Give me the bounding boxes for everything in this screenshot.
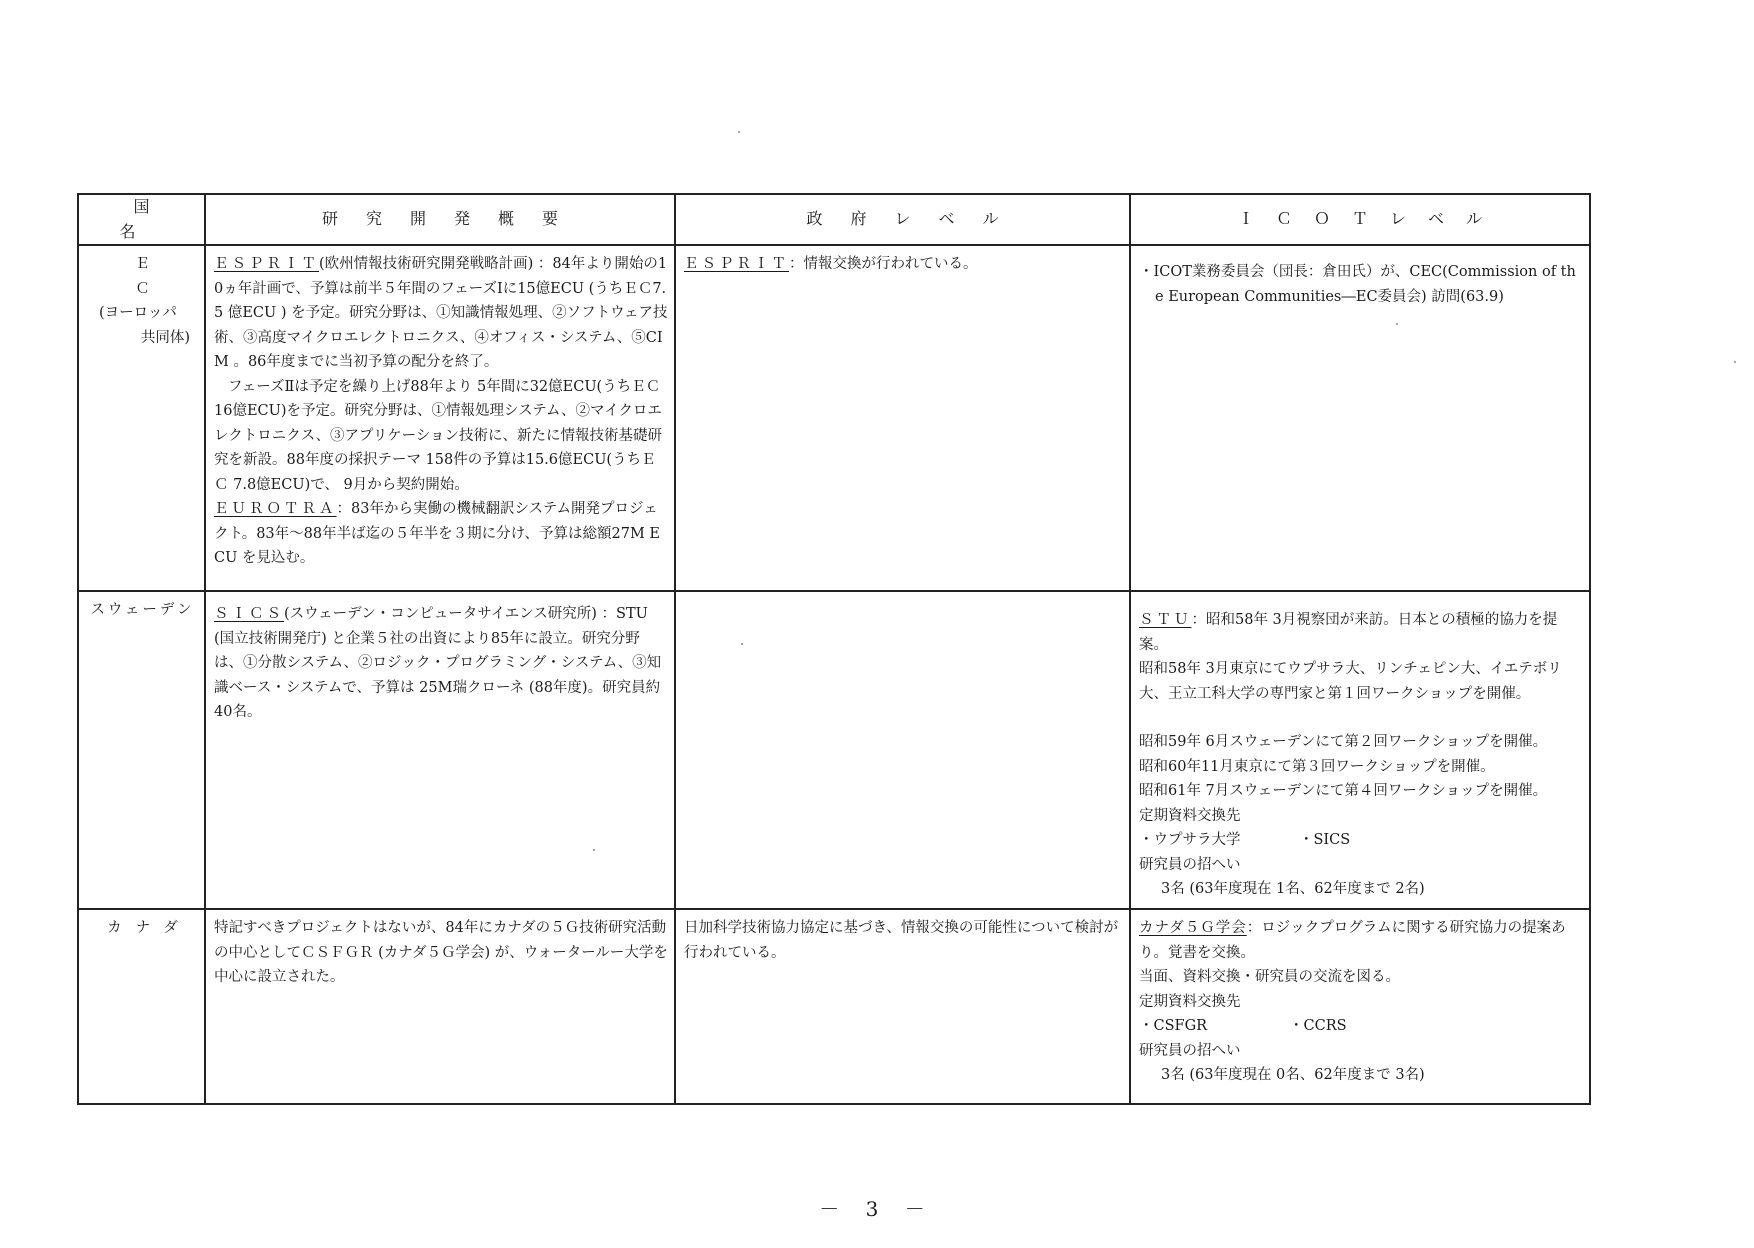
comparison-table (77, 193, 1591, 1105)
icot-sweden-line3: 昭和59年 6月スウェーデンにて第２回ワークショップを開催。 (1139, 734, 1548, 750)
research-canada (205, 909, 675, 1104)
esprit-text: (欧州情報技術研究開発戦略計画) ：84年より開始の10ヵ年計画で、予算は前半５年間のフェーズⅠに15億ECU (うちＥＣ7.5 億ECU ) を予定。研究分野は、①知識情報処理、②ソフトウェア技術、③高度マイクロエレクトロニクス、④オフィス・システム、⑤CIM 。86年度までに当初予算の配分を終了。 (214, 256, 668, 370)
invite-title-canada: 研究員の招へい (1139, 1042, 1241, 1059)
icot-sweden (1130, 591, 1590, 909)
header-country: 国 名 (78, 194, 205, 245)
research-sweden (205, 591, 675, 909)
header-research: 研究開発概要 (205, 194, 675, 245)
exchange-list-canada (1139, 1014, 1583, 1039)
stu-text: ：昭和58年 3月視察団が来訪。日本との積極的協力を提案。 (1139, 612, 1558, 653)
icot-ec-text: ・ICOT業務委員会（団長：倉田氏）が、CEC(Commission of the European Communities―EC委員会) 訪問(63.9) (1139, 264, 1576, 305)
invite-title-sweden: 研究員の招へい (1139, 856, 1241, 873)
sics-label: ＳＩＣＳ (214, 606, 284, 622)
exchange-item: ・SICS (1299, 832, 1351, 848)
research-ec (205, 245, 675, 591)
canada-5g-text: ：ロジックプログラムに関する研究協力の提案あり。覚書を交換。 (1139, 920, 1566, 961)
phase2-text: フェーズⅡは予定を繰り上げ88年より 5年間に32億ECU(うちＥＣ16億ECU)を予定。研究分野は、①情報処理システム、②マイクロエレクトロニクス、③アプリケーション技術に、新たに情報技術基礎研究を新設。88年度の採択テーマ 158件の予算は15.6億ECU(うちＥＣ 7.8億ECU)で、 9月から契約開始。 (214, 378, 663, 493)
exchange-item: ・CCRS (1289, 1018, 1347, 1034)
canada-research-text: 特記すべきプロジェクトはないが、84年にカナダの５Ｇ技術研究活動の中心としてＣＳＦＧＲ (カナダ５Ｇ学会) が、ウォータールー大学を中心に設立された。 (214, 920, 668, 985)
icot-canada-line2: 当面、資料交換・研究員の交流を図る。 (1139, 969, 1400, 985)
scan-speck (1734, 361, 1736, 363)
icot-sweden-line5: 昭和61年 7月スウェーデンにて第４回ワークショップを開催。 (1139, 783, 1548, 799)
table-row-ec (78, 245, 1590, 591)
eurotra-label: ＥＵＲＯＴＲＡ (214, 501, 337, 517)
country-ec: Ｅ Ｃ (ヨーロッパ 共同体) (78, 245, 205, 591)
government-sweden (675, 591, 1130, 909)
gov-esprit-label: ＥＳＰＲＩＴ (684, 256, 789, 272)
eurotra-text: ：83年から実働の機械翻訳システム開発プロジェクト。83年～88年半ば迄の５年半を３期に分け、予算は総額27M ECU を見込む。 (214, 501, 661, 566)
gov-esprit-text: ：情報交換が行われている。 (789, 256, 978, 272)
esprit-label: ＥＳＰＲＩＴ (214, 256, 319, 272)
icot-canada (1130, 909, 1590, 1104)
scan-speck (1396, 323, 1398, 325)
scan-speck (738, 131, 740, 133)
canada-gov-text: 日加科学技術協力協定に基づき、情報交換の可能性について検討が行われている。 (684, 920, 1119, 961)
exchange-item: ・CSFGR (1139, 1018, 1208, 1034)
exchange-title-canada: 定期資料交換先 (1139, 993, 1241, 1010)
page-number: － 3 － (819, 1197, 935, 1221)
sics-text: (スウェーデン・コンピュータサイエンス研究所) ：STU (国立技術開発庁) と企業５社の出資により85年に設立。研究分野は、①分散システム、②ロジック・プログラミング・システム、③知識ベース・システムで、予算は 25M瑞クローネ (88年度)。研究員約40名。 (214, 606, 662, 720)
canada-5g-label: カナダ５Ｇ学会 (1139, 920, 1247, 936)
header-icot: ＩＣＯＴレベル (1130, 194, 1590, 245)
icot-sweden-line2: 昭和58年 3月東京にてウプサラ大、リンチェピン大、イエテボリ大、王立工科大学の専門家と第１回ワークショップを開催。 (1139, 661, 1562, 702)
table-row-canada (78, 909, 1590, 1104)
scan-speck (593, 849, 595, 851)
exchange-item: ・ウプサラ大学 (1139, 832, 1241, 848)
government-canada (675, 909, 1130, 1104)
invite-text-sweden: 3名 (63年度現在 1名、62年度まで 2名) (1161, 881, 1425, 897)
icot-ec (1130, 245, 1590, 591)
exchange-title-sweden: 定期資料交換先 (1139, 807, 1241, 824)
header-row (78, 194, 1590, 245)
stu-label: ＳＴＵ (1139, 612, 1192, 628)
country-canada: カナダ (78, 909, 205, 1104)
header-government: 政府レベル (675, 194, 1130, 245)
invite-text-canada: 3名 (63年度現在 0名、62年度まで 3名) (1161, 1067, 1425, 1083)
table-row-sweden (78, 591, 1590, 909)
scan-speck (741, 643, 743, 645)
government-ec (675, 245, 1130, 591)
icot-sweden-line4: 昭和60年11月東京にて第３回ワークショップを開催。 (1139, 758, 1495, 775)
country-sweden: スウェーデン (78, 591, 205, 909)
exchange-list-sweden (1139, 828, 1583, 853)
